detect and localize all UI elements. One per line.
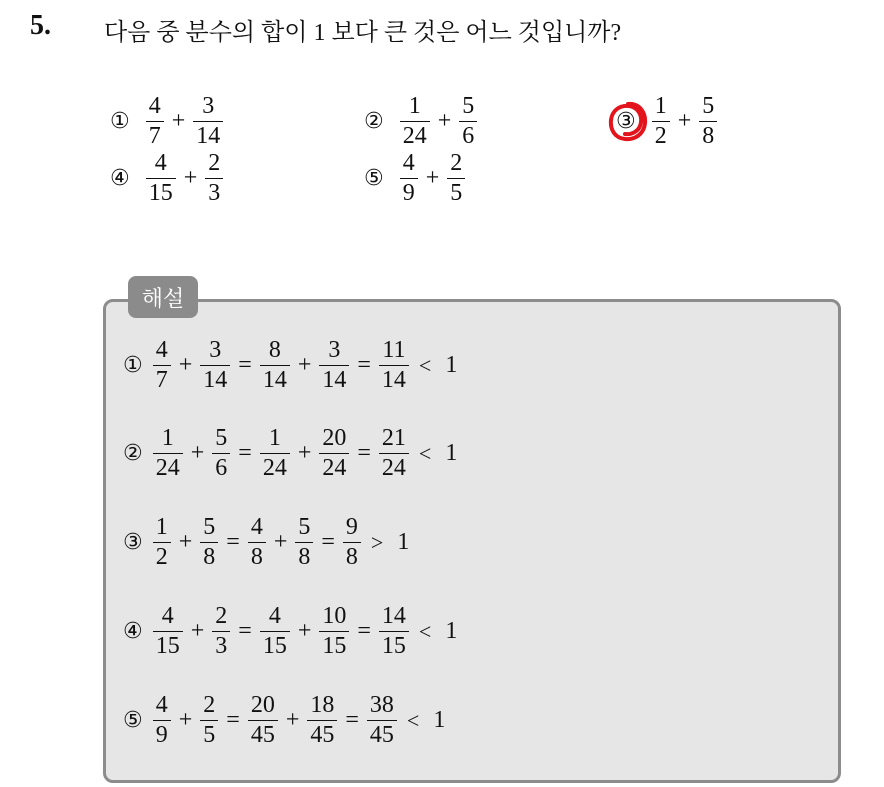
solution-line bbox=[123, 338, 463, 393]
plus-sign: + bbox=[273, 529, 288, 556]
numerator: 11 bbox=[382, 337, 406, 363]
fraction bbox=[379, 338, 409, 393]
fraction-bar bbox=[200, 365, 230, 366]
equals-sign: = bbox=[357, 352, 371, 379]
numerator: 1 bbox=[155, 514, 168, 540]
equals-sign: = bbox=[238, 618, 252, 645]
fraction bbox=[379, 426, 409, 481]
denominator: 8 bbox=[203, 544, 216, 571]
denominator: 14 bbox=[381, 367, 406, 394]
fraction-bar bbox=[248, 720, 278, 721]
numerator: 4 bbox=[155, 337, 168, 363]
fraction-bar bbox=[367, 720, 397, 721]
fraction bbox=[153, 426, 183, 481]
denominator: 45 bbox=[250, 722, 275, 749]
numerator: 4 bbox=[155, 692, 168, 718]
numerator: 21 bbox=[381, 425, 406, 451]
numerator: 14 bbox=[381, 603, 406, 629]
equals-sign: = bbox=[357, 440, 371, 467]
solution-marker: ④ bbox=[123, 618, 143, 644]
comparison-value: 1 bbox=[433, 707, 446, 734]
comparison-value: 1 bbox=[445, 440, 458, 467]
plus-sign: + bbox=[677, 108, 692, 135]
comparison-sign: > bbox=[370, 529, 384, 555]
fraction: $\frac{5}{6}$ bbox=[459, 94, 477, 149]
solution-label: 해설 bbox=[128, 276, 198, 318]
numerator: 3 bbox=[328, 337, 341, 363]
fraction-bar bbox=[260, 453, 290, 454]
denominator: 15 bbox=[322, 633, 347, 660]
plus-sign: + bbox=[297, 440, 312, 467]
numerator: 8 bbox=[268, 337, 281, 363]
fraction-bar bbox=[153, 542, 171, 543]
denominator: 7 bbox=[155, 367, 168, 394]
comparison-sign: < bbox=[418, 352, 432, 378]
fraction bbox=[307, 693, 337, 748]
solution-marker: ① bbox=[123, 352, 143, 378]
numerator: 9 bbox=[345, 514, 358, 540]
fraction: $\frac{2}{3}$ bbox=[205, 151, 223, 206]
plus-sign: + bbox=[178, 529, 193, 556]
plus-sign: + bbox=[171, 108, 186, 135]
fraction-bar bbox=[379, 365, 409, 366]
denominator: 45 bbox=[310, 722, 335, 749]
numerator: 18 bbox=[310, 692, 335, 718]
fraction: $\frac{1}{2}$ bbox=[652, 94, 670, 149]
denominator: 5 bbox=[203, 722, 216, 749]
denominator: 8 bbox=[298, 544, 311, 571]
fraction bbox=[200, 338, 230, 393]
numerator: 4 bbox=[268, 603, 281, 629]
fraction bbox=[367, 693, 397, 748]
comparison-sign: < bbox=[418, 440, 432, 466]
equals-sign: = bbox=[226, 529, 240, 556]
fraction-bar bbox=[319, 365, 349, 366]
plus-sign: + bbox=[297, 618, 312, 645]
fraction: $\frac{1}{24}$ bbox=[400, 94, 430, 149]
solution-line bbox=[123, 604, 463, 659]
numerator: 38 bbox=[369, 692, 394, 718]
fraction bbox=[260, 426, 290, 481]
equals-sign: = bbox=[238, 352, 252, 379]
fraction: $\frac{5}{8}$ bbox=[699, 94, 717, 149]
option-marker: ① bbox=[110, 108, 130, 134]
numerator: 1 bbox=[161, 425, 174, 451]
equals-sign: = bbox=[238, 440, 252, 467]
equals-sign: = bbox=[321, 529, 335, 556]
fraction-bar bbox=[212, 453, 230, 454]
denominator: 15 bbox=[381, 633, 406, 660]
option-5[interactable] bbox=[364, 151, 467, 206]
option-marker: ⑤ bbox=[364, 165, 384, 191]
fraction bbox=[260, 604, 290, 659]
equals-sign: = bbox=[345, 707, 359, 734]
option-4[interactable] bbox=[110, 151, 225, 206]
fraction bbox=[248, 515, 266, 570]
comparison-sign: < bbox=[418, 618, 432, 644]
numerator: 1 bbox=[268, 425, 281, 451]
fraction bbox=[153, 338, 171, 393]
option-marker: ② bbox=[364, 108, 384, 134]
fraction-bar bbox=[153, 720, 171, 721]
denominator: 15 bbox=[155, 633, 180, 660]
fraction-bar bbox=[260, 365, 290, 366]
numerator: 20 bbox=[250, 692, 275, 718]
denominator: 14 bbox=[262, 367, 287, 394]
denominator: 14 bbox=[203, 367, 228, 394]
comparison-value: 1 bbox=[445, 352, 458, 379]
fraction-bar bbox=[212, 631, 230, 632]
fraction-bar bbox=[295, 542, 313, 543]
denominator: 45 bbox=[369, 722, 394, 749]
question-text: 다음 중 분수의 합이 1 보다 큰 것은 어느 것입니까? bbox=[104, 20, 622, 46]
fraction bbox=[260, 338, 290, 393]
fraction: $\frac{3}{14}$ bbox=[193, 94, 223, 149]
fraction bbox=[212, 426, 230, 481]
fraction: $\frac{4}{7}$ bbox=[146, 94, 164, 149]
fraction bbox=[295, 515, 313, 570]
equals-sign: = bbox=[357, 618, 371, 645]
fraction-bar bbox=[200, 542, 218, 543]
denominator: 3 bbox=[215, 633, 228, 660]
denominator: 15 bbox=[262, 633, 287, 660]
fraction bbox=[153, 604, 183, 659]
numerator: 4 bbox=[250, 514, 263, 540]
fraction bbox=[343, 515, 361, 570]
denominator: 8 bbox=[345, 544, 358, 571]
equals-sign: = bbox=[226, 707, 240, 734]
fraction bbox=[319, 604, 349, 659]
fraction-bar bbox=[343, 542, 361, 543]
fraction-bar bbox=[200, 720, 218, 721]
solution-marker: ⑤ bbox=[123, 707, 143, 733]
denominator: 24 bbox=[262, 455, 287, 482]
selected-marker: ③ bbox=[616, 111, 636, 133]
plus-sign: + bbox=[183, 165, 198, 192]
plus-sign: + bbox=[178, 707, 193, 734]
option-marker: ④ bbox=[110, 165, 130, 191]
plus-sign: + bbox=[425, 165, 440, 192]
denominator: 6 bbox=[215, 455, 228, 482]
numerator: 4 bbox=[161, 603, 174, 629]
fraction-bar bbox=[379, 631, 409, 632]
numerator: 2 bbox=[215, 603, 228, 629]
fraction: $\frac{4}{9}$ bbox=[400, 151, 418, 206]
fraction bbox=[248, 693, 278, 748]
plus-sign: + bbox=[190, 440, 205, 467]
denominator: 24 bbox=[381, 455, 406, 482]
fraction-bar bbox=[153, 453, 183, 454]
option-3[interactable] bbox=[616, 94, 719, 149]
fraction bbox=[153, 515, 171, 570]
plus-sign: + bbox=[285, 707, 300, 734]
fraction bbox=[379, 604, 409, 659]
denominator: 2 bbox=[155, 544, 168, 571]
solution-line bbox=[123, 693, 451, 748]
solution-marker: ② bbox=[123, 440, 143, 466]
solution-marker: ③ bbox=[123, 529, 143, 555]
plus-sign: + bbox=[190, 618, 205, 645]
numerator: 5 bbox=[298, 514, 311, 540]
fraction bbox=[200, 515, 218, 570]
numerator: 5 bbox=[215, 425, 228, 451]
fraction-bar bbox=[248, 542, 266, 543]
denominator: 8 bbox=[250, 544, 263, 571]
fraction: $\frac{2}{5}$ bbox=[447, 151, 465, 206]
solution-line bbox=[123, 515, 415, 570]
comparison-sign: < bbox=[406, 707, 420, 733]
comparison-value: 1 bbox=[397, 529, 410, 556]
red-circle-mark bbox=[605, 99, 651, 145]
option-1[interactable] bbox=[110, 94, 225, 149]
fraction bbox=[319, 338, 349, 393]
denominator: 14 bbox=[322, 367, 347, 394]
numerator: 5 bbox=[203, 514, 216, 540]
plus-sign: + bbox=[178, 352, 193, 379]
numerator: 3 bbox=[209, 337, 222, 363]
comparison-value: 1 bbox=[445, 618, 458, 645]
fraction-bar bbox=[319, 631, 349, 632]
numerator: 20 bbox=[322, 425, 347, 451]
fraction-bar bbox=[379, 453, 409, 454]
fraction bbox=[212, 604, 230, 659]
fraction bbox=[319, 426, 349, 481]
fraction: $\frac{4}{15}$ bbox=[146, 151, 176, 206]
fraction-bar bbox=[307, 720, 337, 721]
fraction bbox=[153, 693, 171, 748]
plus-sign: + bbox=[297, 352, 312, 379]
denominator: 24 bbox=[322, 455, 347, 482]
fraction-bar bbox=[319, 453, 349, 454]
fraction-bar bbox=[153, 365, 171, 366]
solution-line bbox=[123, 426, 463, 481]
fraction-bar bbox=[153, 631, 183, 632]
numerator: 10 bbox=[322, 603, 347, 629]
option-2[interactable] bbox=[364, 94, 479, 149]
denominator: 24 bbox=[155, 455, 180, 482]
plus-sign: + bbox=[437, 108, 452, 135]
numerator: 2 bbox=[203, 692, 216, 718]
denominator: 9 bbox=[155, 722, 168, 749]
fraction bbox=[200, 693, 218, 748]
fraction-bar bbox=[260, 631, 290, 632]
question-number: 5. bbox=[30, 10, 51, 41]
